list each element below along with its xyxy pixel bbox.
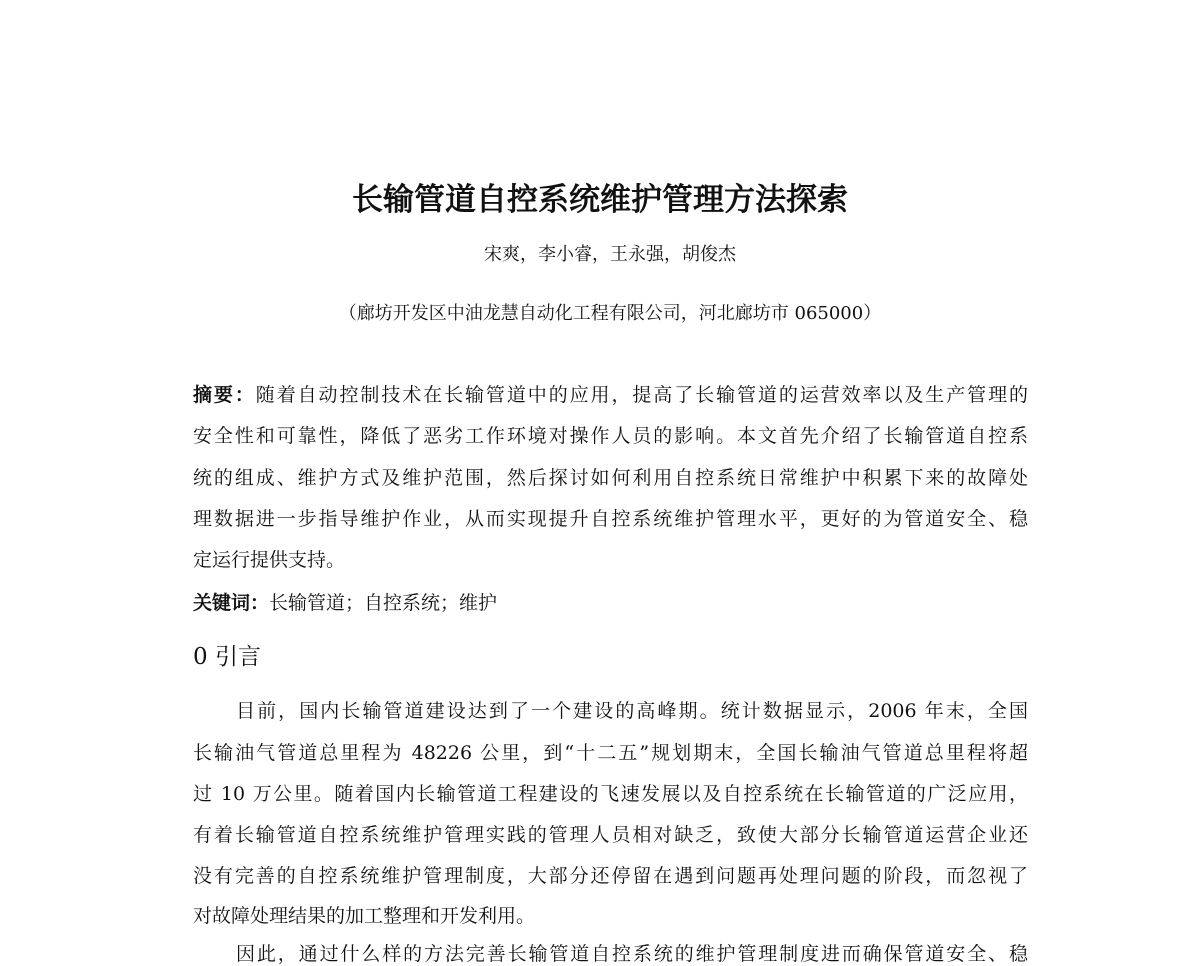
paper-title: 长输管道自控系统维护管理方法探索 [352, 182, 848, 218]
body-line: 对故障处理结果的加工整理和开发利用。 [193, 905, 536, 927]
abstract-line: 安全性和可靠性，降低了恶劣工作环境对操作人员的影响。本文首先介绍了长输管道自控系 [193, 425, 1028, 447]
abstract-line: 定运行提供支持。 [193, 549, 346, 571]
body-line: 目前，国内长输管道建设达到了一个建设的高峰期。统计数据显示，2006 年末，全国 [236, 700, 1028, 722]
keywords [193, 591, 1028, 615]
body-line: 过 10 万公里。随着国内长输管道工程建设的飞速发展以及自控系统在长输管道的广泛应用， [193, 783, 1028, 805]
affiliation: （廊坊开发区中油龙慧自动化工程有限公司，河北廊坊市 065000） [338, 303, 882, 324]
keywords-text: 长输管道；自控系统；维护 [269, 592, 498, 614]
section-heading: 0 引言 [193, 644, 261, 670]
abstract-label: 摘要： [193, 384, 256, 406]
abstract-line: 统的组成、维护方式及维护范围，然后探讨如何利用自控系统日常维护中积累下来的故障处 [193, 467, 1028, 489]
keywords-label: 关键词： [193, 592, 270, 614]
abstract-line: 摘要：随着自动控制技术在长输管道中的应用，提高了长输管道的运营效率以及生产管理的 [193, 384, 1028, 406]
body-line: 因此，通过什么样的方法完善长输管道自控系统的维护管理制度进而确保管道安全、稳 [236, 943, 1028, 965]
body-line: 有着长输管道自控系统维护管理实践的管理人员相对缺乏，致使大部分长输管道运营企业还 [193, 824, 1028, 846]
abstract-line: 理数据进一步指导维护作业，从而实现提升自控系统维护管理水平，更好的为管道安全、稳 [193, 508, 1028, 530]
body-line: 没有完善的自控系统维护管理制度，大部分还停留在遇到问题再处理问题的阶段，而忽视了 [193, 865, 1028, 887]
body-line: 长输油气管道总里程为 48226 公里，到“十二五”规划期末，全国长输油气管道总里程将超 [193, 742, 1028, 764]
authors: 宋爽，李小睿，王永强，胡俊杰 [484, 244, 736, 265]
